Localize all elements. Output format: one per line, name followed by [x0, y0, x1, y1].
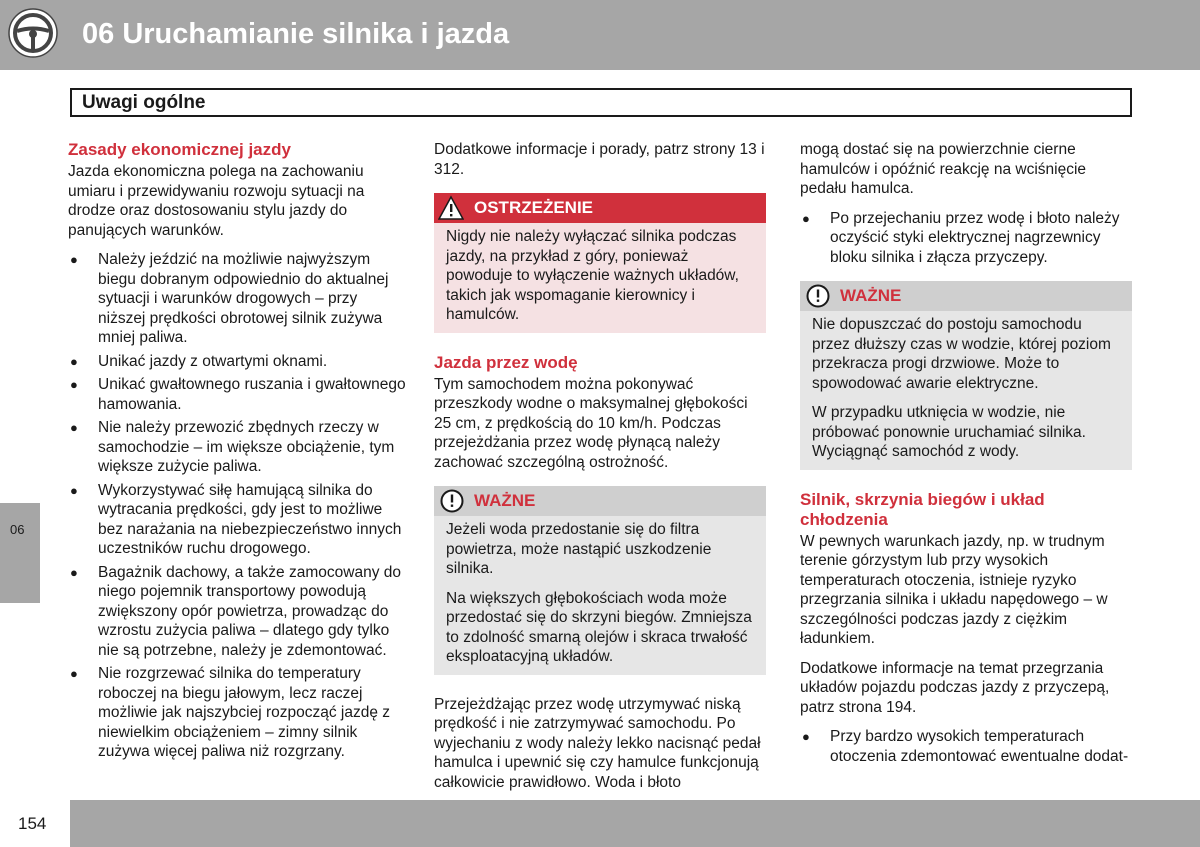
important-box-body [434, 516, 766, 675]
bullet-list [68, 250, 408, 762]
important-box [434, 486, 766, 675]
important-text: Nie dopuszczać do postoju samochodu przez dłuższy czas w wodzie, której poziom przekracza progi drzwiowe. Może to spowodować awarie elektryczne. [812, 316, 1111, 392]
list-item [68, 352, 408, 372]
column-1 [68, 140, 408, 766]
paragraph: W pewnych warunkach jazdy, np. w trudnym terenie górzystym lub przy wysokich temperaturach otoczenia, istnieje ryzyko przegrzania silnika i układu napędowego – w szczególności podczas jazdy z ciężkim ładunkiem. [800, 532, 1108, 647]
bullet-list [800, 209, 1132, 268]
steering-wheel-icon [0, 0, 70, 70]
heading-driving-through-water: Jazda przez wodę [434, 352, 578, 372]
list-item-text: Należy jeździć na możliwie najwyższym biegu dobranym odpowiednio do aktualnej sytuacji i warunków drogowych – przy niższej prędkości obrotowej silnik zużywa mniej paliwa. [98, 251, 389, 346]
list-item-text: Po przejechaniu przez wodę i błoto należy oczyścić styki elektrycznej nagrzewnicy bloku silnika i złącza przyczepy. [830, 209, 1120, 266]
chapter-title: 06 Uruchamianie silnika i jazda [82, 18, 510, 50]
column-2 [434, 140, 766, 802]
important-box [800, 281, 1132, 470]
bullet-icon: ● [70, 353, 78, 369]
warning-box-body [434, 223, 766, 333]
paragraph: Dodatkowe informacje i porady, patrz strony 13 i 312. [434, 141, 765, 178]
important-box-header [800, 281, 1132, 311]
list-item-text: Przy bardzo wysokich temperaturach otoczenia zdemontować ewentualne dodat- [830, 728, 1129, 765]
section-title-box [70, 88, 1132, 117]
bullet-icon: ● [70, 666, 78, 681]
list-item [68, 481, 408, 559]
important-box-header [434, 486, 766, 516]
bullet-icon: ● [70, 377, 78, 392]
important-text: Jeżeli woda przedostanie się do filtra powietrza, może nastąpić uszkodzenie silnika. [446, 521, 712, 577]
list-item [68, 418, 408, 477]
important-label: WAŻNE [840, 286, 902, 305]
bullet-icon: ● [802, 729, 810, 744]
important-text: Na większych głębokościach woda może przedostać się do skrzyni biegów. Zmniejsza to zdolność smarną olejów i skraca trwałość eksploatacyjną układów. [446, 589, 752, 665]
exclamation-circle-icon [806, 284, 830, 308]
bullet-icon: ● [70, 564, 78, 580]
warning-label: OSTRZEŻENIE [474, 198, 594, 217]
bullet-icon: ● [70, 252, 78, 267]
bullet-icon: ● [70, 482, 78, 498]
footer-bar [70, 800, 1200, 847]
important-box-body [800, 311, 1132, 470]
list-item-text: Unikać gwałtownego ruszania i gwałtownego hamowania. [98, 376, 406, 413]
list-item-text: Wykorzystywać siłę hamującą silnika do wytracania prędkości, gdy jest to możliwe bez narażania na niebezpieczeństwo innych uczestników ruchu drogowego. [98, 481, 402, 557]
page-number: 154 [18, 814, 47, 833]
bullet-list [800, 727, 1132, 766]
list-item [68, 375, 408, 414]
paragraph: Jazda ekonomiczna polega na zachowaniu umiaru i przewidywaniu rozwoju sytuacji na drodze oraz dostosowaniu stylu jazdy do panujących warunków. [68, 163, 365, 239]
list-item [68, 250, 408, 348]
list-item [800, 209, 1132, 268]
warning-triangle-icon [438, 195, 464, 221]
chapter-tab-label: 06 [10, 522, 25, 537]
column-3 [800, 140, 1132, 770]
chapter-tab [0, 503, 40, 603]
list-item [800, 727, 1132, 766]
list-item-text: Nie rozgrzewać silnika do temperatury roboczej na biegu jałowym, lecz raczej możliwie jak najszybciej rozpocząć jazdę z niewielkim obciążeniem – zimny silnik zużywa więcej paliwa niż rozgrzany. [98, 665, 391, 760]
important-label: WAŻNE [474, 491, 536, 510]
heading-economical-driving: Zasady ekonomicznej jazdy [68, 140, 291, 159]
heading-engine-cooling: Silnik, skrzynia biegów i układ chłodzenia [800, 489, 1045, 529]
paragraph: Przejeżdżając przez wodę utrzymywać niską prędkość i nie zatrzymywać samochodu. Po wyjechaniu z wody należy lekko nacisnąć pedał hamulca i upewnić się czy hamulce funkcjonują całkowicie prawidłowo. Woda i błoto [434, 695, 761, 791]
section-title: Uwagi ogólne [82, 92, 206, 113]
list-item [68, 563, 408, 661]
paragraph: Dodatkowe informacje na temat przegrzania układów pojazdu podczas jazdy z przyczepą, patrz strona 194. [800, 659, 1110, 716]
paragraph: Tym samochodem można pokonywać przeszkody wodne o maksymalnej głębokości 25 cm, z prędkością do 10 km/h. Podczas przejeżdżania przez wodę płynącą należy zachować szczególną ostrożność. [434, 375, 748, 471]
paragraph: mogą dostać się na powierzchnie cierne hamulców i opóźnić reakcję na wciśnięcie pedału hamulca. [800, 141, 1087, 197]
warning-box [434, 193, 766, 333]
list-item-text: Nie należy przewozić zbędnych rzeczy w samochodzie – im większe obciążenie, tym większe zużycie paliwa. [98, 419, 395, 475]
list-item [68, 664, 408, 762]
list-item-text: Unikać jazdy z otwartymi oknami. [98, 352, 328, 370]
warning-text: Nigdy nie należy wyłączać silnika podczas jazdy, na przykład z góry, ponieważ powoduje to wyłączenie ważnych układów, takich jak wspomaganie kierownicy i hamulców. [446, 228, 739, 323]
list-item-text: Bagażnik dachowy, a także zamocowany do niego pojemnik transportowy powodują zwiększony opór powietrza, prowadząc do wzrostu zużycia paliwa – dlatego gdy tylko nie są potrzebne, należy je zdemontować. [98, 563, 401, 659]
exclamation-circle-icon [440, 489, 464, 513]
bullet-icon: ● [70, 420, 78, 435]
warning-box-header [434, 193, 766, 223]
bullet-icon: ● [802, 210, 810, 226]
important-text: W przypadku utknięcia w wodzie, nie próbować ponownie uruchamiać silnika. Wyciągnąć samochód z wody. [812, 404, 1086, 460]
